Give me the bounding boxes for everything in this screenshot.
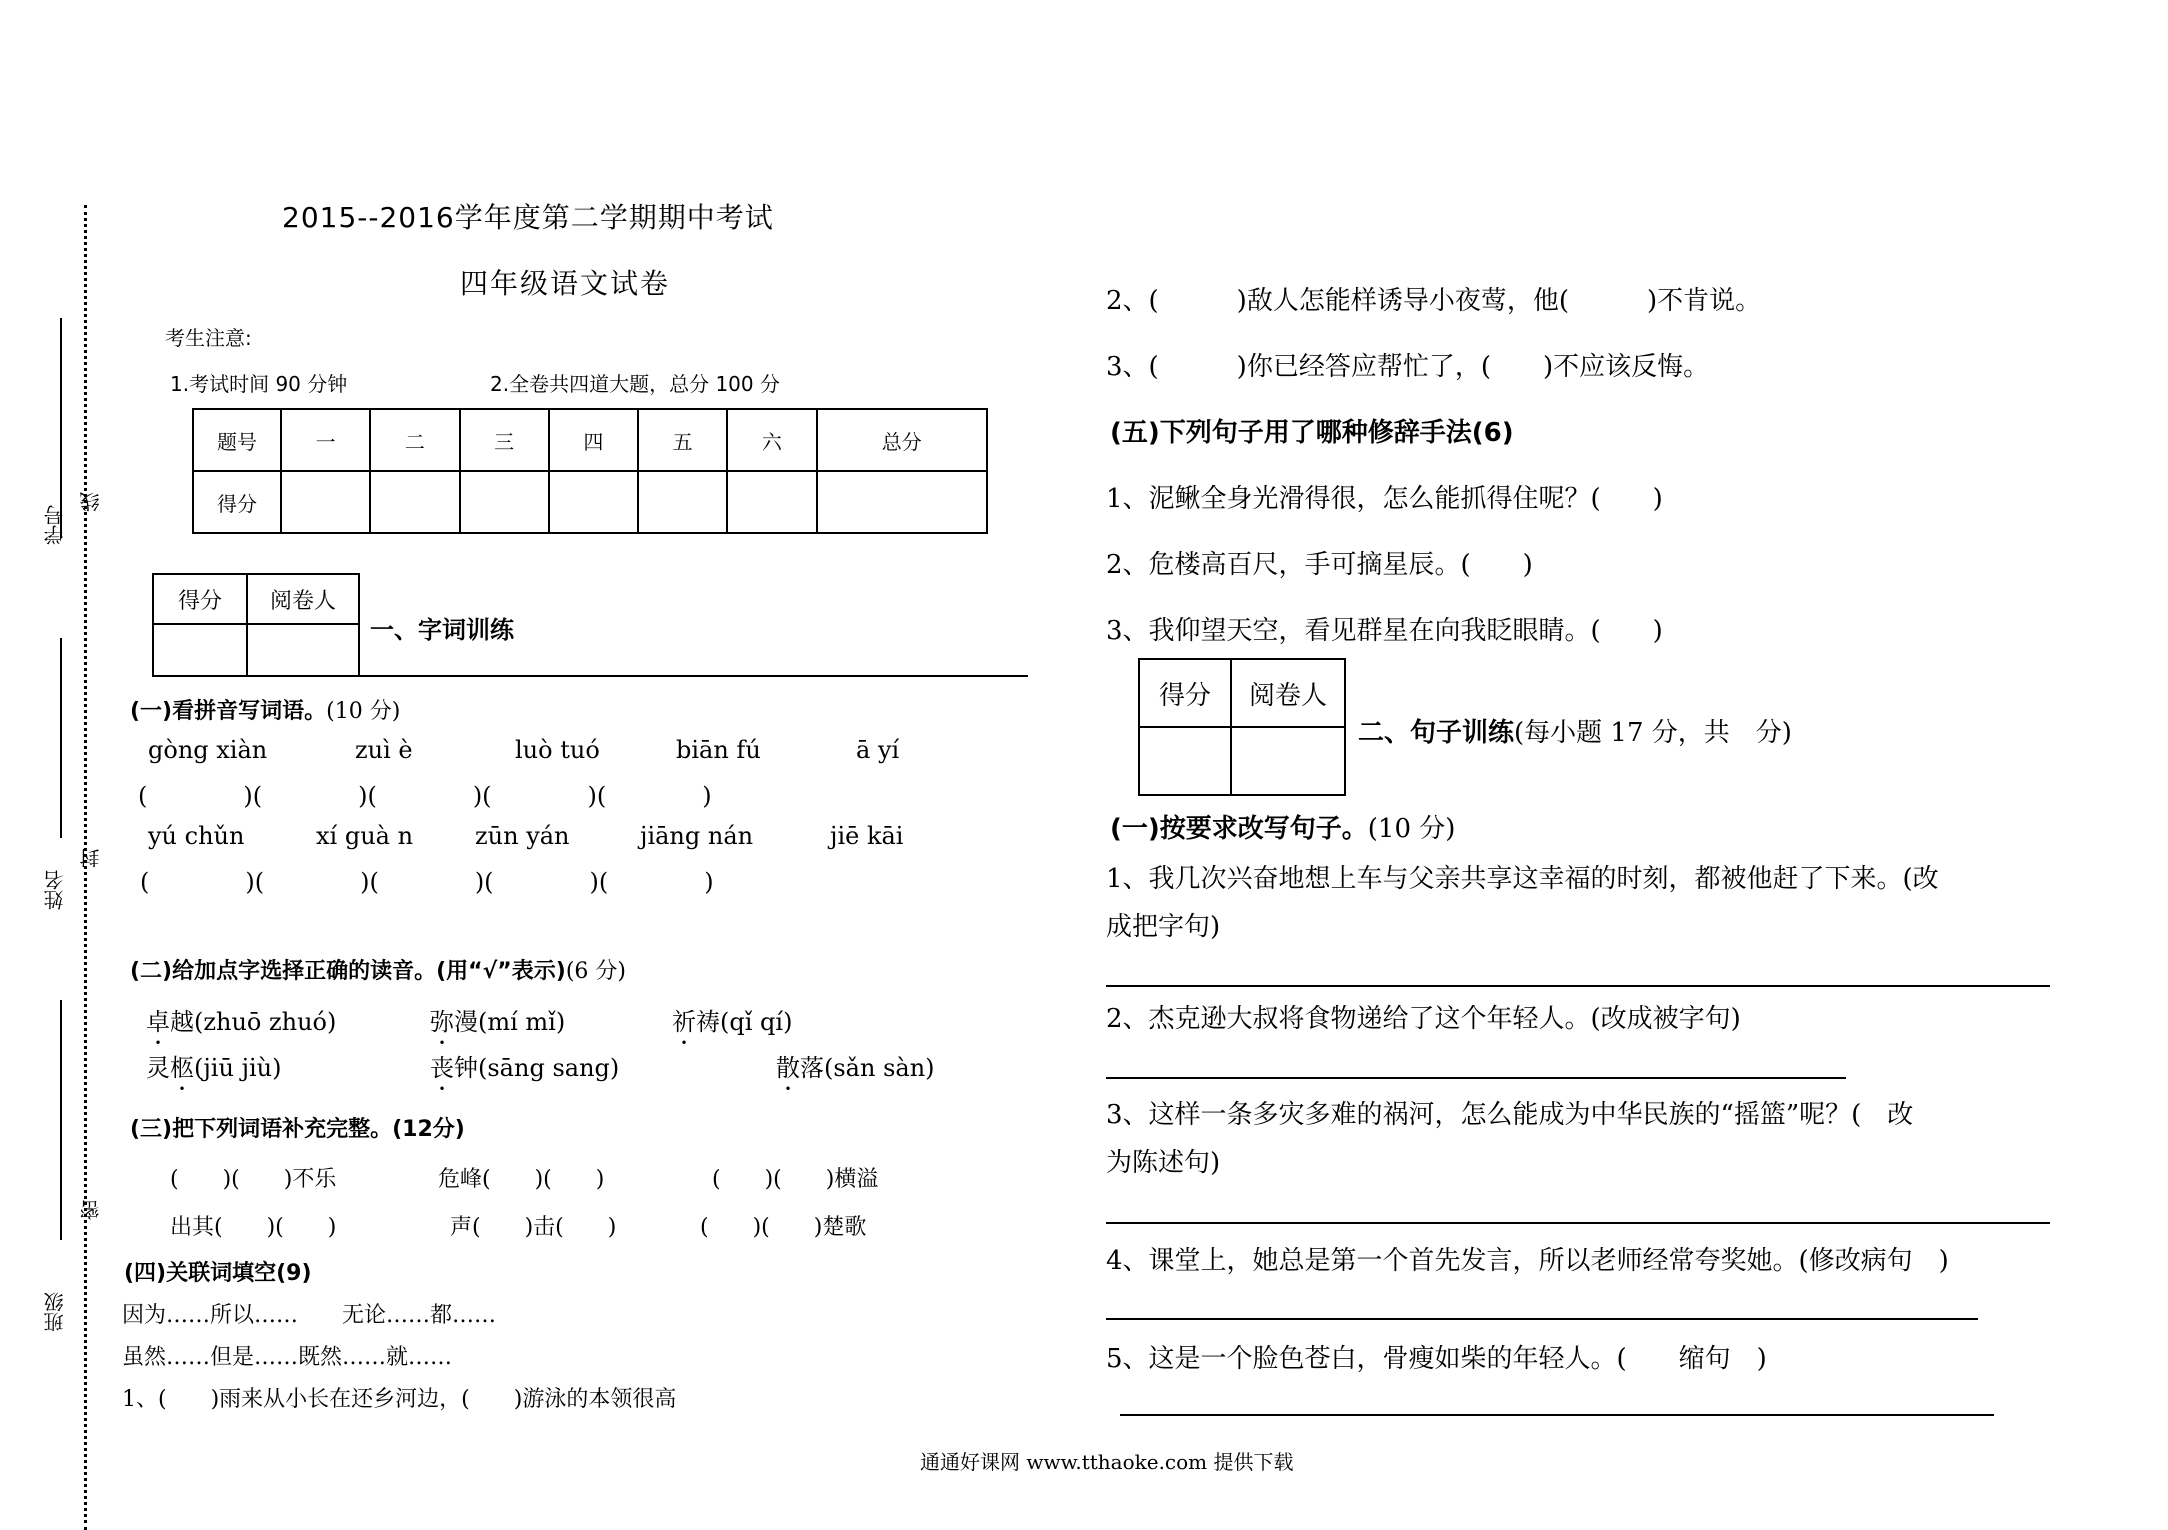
section1-title: 一、字词训练 bbox=[370, 616, 514, 644]
part2-heading bbox=[130, 954, 626, 985]
pinyin-2: zuì è bbox=[355, 736, 413, 764]
answer-blanks-row2[interactable]: ( )( )( )( )( ) bbox=[140, 868, 714, 896]
line-label: 线 bbox=[79, 492, 103, 512]
rewrite-question-3a: 3、这样一条多灾多难的祸河，怎么能成为中华民族的“摇篮”呢？( 改 bbox=[1106, 1100, 1914, 1130]
reading-item-6[interactable]: 散落(sǎn sàn) bbox=[776, 1054, 935, 1082]
score-cell[interactable] bbox=[370, 471, 459, 533]
section2-note: (每小题 17 分，共 分) bbox=[1514, 718, 1792, 748]
secret-label: 密 bbox=[79, 1200, 103, 1220]
part1-heading-text: (一)看拼音写词语。 bbox=[130, 699, 327, 724]
conjunctions-2: 虽然……但是……既然……就…… bbox=[122, 1345, 453, 1370]
answer-line-5[interactable] bbox=[1120, 1414, 1994, 1416]
score-cell[interactable] bbox=[638, 471, 727, 533]
rhetoric-question-2[interactable]: 2、危楼高百尺，手可摘星辰。( ) bbox=[1106, 550, 1533, 580]
score-table-col: 二 bbox=[370, 409, 459, 471]
score-table-col: 一 bbox=[281, 409, 370, 471]
pinyin-1: gòng xiàn bbox=[148, 736, 268, 764]
score-cell[interactable] bbox=[549, 471, 638, 533]
section2-score-cell[interactable] bbox=[1139, 727, 1231, 795]
answer-line-3[interactable] bbox=[1106, 1222, 2050, 1224]
reading-item-3[interactable]: 祈祷(qǐ qí) bbox=[672, 1008, 793, 1036]
seal-label: 封 bbox=[79, 848, 103, 868]
score-table-col: 三 bbox=[460, 409, 549, 471]
conjunction-question-1[interactable]: 1、( )雨来从小长在还乡河边，( )游泳的本领很高 bbox=[122, 1387, 677, 1412]
pinyin-8: zūn yán bbox=[475, 822, 570, 850]
pinyin-10: jiē kāi bbox=[830, 822, 904, 850]
answer-line-1[interactable] bbox=[1106, 985, 2050, 987]
pinyin-9: jiāng nán bbox=[640, 822, 754, 850]
score-cell[interactable] bbox=[817, 471, 988, 533]
rewrite-question-1a: 1、我几次兴奋地想上车与父亲共享这幸福的时刻，都被他赶了下来。(改 bbox=[1106, 864, 1939, 894]
notice-label: 考生注意: bbox=[165, 326, 252, 350]
section2-reviewer-cell[interactable] bbox=[1231, 727, 1345, 795]
part3-heading: (三)把下列词语补充完整。(12分) bbox=[130, 1117, 465, 1142]
answer-line-4[interactable] bbox=[1106, 1318, 1978, 1320]
exam-title: 2015--2016学年度第二学期期中考试 bbox=[282, 201, 774, 234]
idiom-3[interactable]: ( )( )横溢 bbox=[712, 1167, 879, 1192]
answer-line-2[interactable] bbox=[1106, 1077, 1846, 1079]
conjunctions-1: 因为……所以…… 无论……都…… bbox=[122, 1303, 497, 1328]
section2-score-label: 得分 bbox=[1139, 659, 1231, 727]
pinyin-3: luò tuó bbox=[515, 736, 600, 764]
section1-score-cell[interactable] bbox=[153, 624, 247, 676]
rewrite-question-2: 2、杰克逊大叔将食物递给了这个年轻人。(改成被字句) bbox=[1106, 1004, 1741, 1034]
rewrite-question-5: 5、这是一个脸色苍白，骨瘦如柴的年轻人。( 缩句 ) bbox=[1106, 1344, 1767, 1374]
idiom-6[interactable]: ( )( )楚歌 bbox=[700, 1215, 867, 1240]
class-label: 班级 bbox=[43, 1292, 67, 1332]
reading-item-1[interactable]: 卓越(zhuō zhuó) bbox=[146, 1008, 337, 1036]
score-cell[interactable] bbox=[460, 471, 549, 533]
rewrite-question-4: 4、课堂上，她总是第一个首先发言，所以老师经常夸奖她。(修改病句 ) bbox=[1106, 1246, 1949, 1276]
section2-title: 二、句子训练 bbox=[1358, 718, 1515, 748]
student-id-label: 学号 bbox=[43, 505, 67, 545]
score-table-col: 五 bbox=[638, 409, 727, 471]
reading-item-4[interactable]: 灵柩(jiū jiù) bbox=[146, 1054, 282, 1082]
rewrite-question-3b: 为陈述句) bbox=[1106, 1148, 1221, 1178]
part2-points: (6 分) bbox=[565, 959, 626, 984]
footer-text: 通通好课网 www.tthaoke.com 提供下载 bbox=[920, 1450, 1294, 1474]
rewrite-question-1b: 成把字句) bbox=[1106, 912, 1221, 942]
score-table-col: 四 bbox=[549, 409, 638, 471]
score-table-col: 六 bbox=[727, 409, 816, 471]
reading-item-2[interactable]: 弥漫(mí mǐ) bbox=[430, 1008, 566, 1036]
section1-reviewer-cell[interactable] bbox=[247, 624, 359, 676]
section2-title-line bbox=[1358, 712, 1792, 749]
s2p1-heading-text: (一)按要求改写句子。 bbox=[1110, 814, 1368, 844]
pinyin-5: ā yí bbox=[856, 736, 900, 764]
conjunction-question-3[interactable]: 3、( )你已经答应帮忙了，( )不应该反悔。 bbox=[1106, 352, 1710, 382]
pinyin-7: xí guà n bbox=[316, 822, 414, 850]
rhetoric-question-3[interactable]: 3、我仰望天空，看见群星在向我眨眼睛。( ) bbox=[1106, 616, 1663, 646]
part2-heading-text: (二)给加点字选择正确的读音。(用“√”表示) bbox=[130, 959, 566, 984]
part4-heading: (四)关联词填空(9) bbox=[124, 1261, 312, 1286]
idiom-1[interactable]: ( )( )不乐 bbox=[170, 1167, 337, 1192]
score-table bbox=[192, 408, 988, 534]
score-table-col: 总分 bbox=[817, 409, 988, 471]
score-table-score-label: 得分 bbox=[193, 471, 281, 533]
section2-score-box bbox=[1138, 658, 1346, 796]
notice-item-1: 1.考试时间 90 分钟 bbox=[170, 372, 348, 396]
part1-points: (10 分) bbox=[326, 699, 401, 724]
s2p1-heading bbox=[1110, 808, 1455, 845]
section1-reviewer-label: 阅卷人 bbox=[247, 574, 359, 624]
score-cell[interactable] bbox=[281, 471, 370, 533]
section2-reviewer-label: 阅卷人 bbox=[1231, 659, 1345, 727]
section1-score-box bbox=[152, 573, 360, 677]
rhetoric-question-1[interactable]: 1、泥鳅全身光滑得很，怎么能抓得住呢？( ) bbox=[1106, 484, 1663, 514]
idiom-4[interactable]: 出其( )( ) bbox=[170, 1215, 337, 1240]
part5-heading: (五)下列句子用了哪种修辞手法(6) bbox=[1110, 418, 1514, 448]
part1-heading bbox=[130, 694, 400, 725]
name-label: 姓名 bbox=[43, 870, 67, 910]
s2p1-points: (10 分) bbox=[1367, 814, 1456, 844]
score-table-header: 题号 bbox=[193, 409, 281, 471]
score-cell[interactable] bbox=[727, 471, 816, 533]
idiom-2[interactable]: 危峰( )( ) bbox=[438, 1167, 605, 1192]
section1-score-label: 得分 bbox=[153, 574, 247, 624]
notice-item-2: 2.全卷共四道大题，总分 100 分 bbox=[490, 372, 780, 396]
name-blank bbox=[60, 638, 62, 838]
idiom-5[interactable]: 声( )击( ) bbox=[450, 1215, 617, 1240]
pinyin-6: yú chǔn bbox=[148, 822, 245, 850]
class-blank bbox=[60, 1000, 62, 1240]
reading-item-5[interactable]: 丧钟(sāng sang) bbox=[430, 1054, 620, 1082]
exam-subtitle: 四年级语文试卷 bbox=[460, 267, 671, 300]
conjunction-question-2[interactable]: 2、( )敌人怎能样诱导小夜莺，他( )不肯说。 bbox=[1106, 286, 1762, 316]
pinyin-4: biān fú bbox=[676, 736, 761, 764]
section1-rule bbox=[360, 675, 1028, 677]
answer-blanks-row1[interactable]: ( )( )( )( )( ) bbox=[138, 782, 712, 810]
